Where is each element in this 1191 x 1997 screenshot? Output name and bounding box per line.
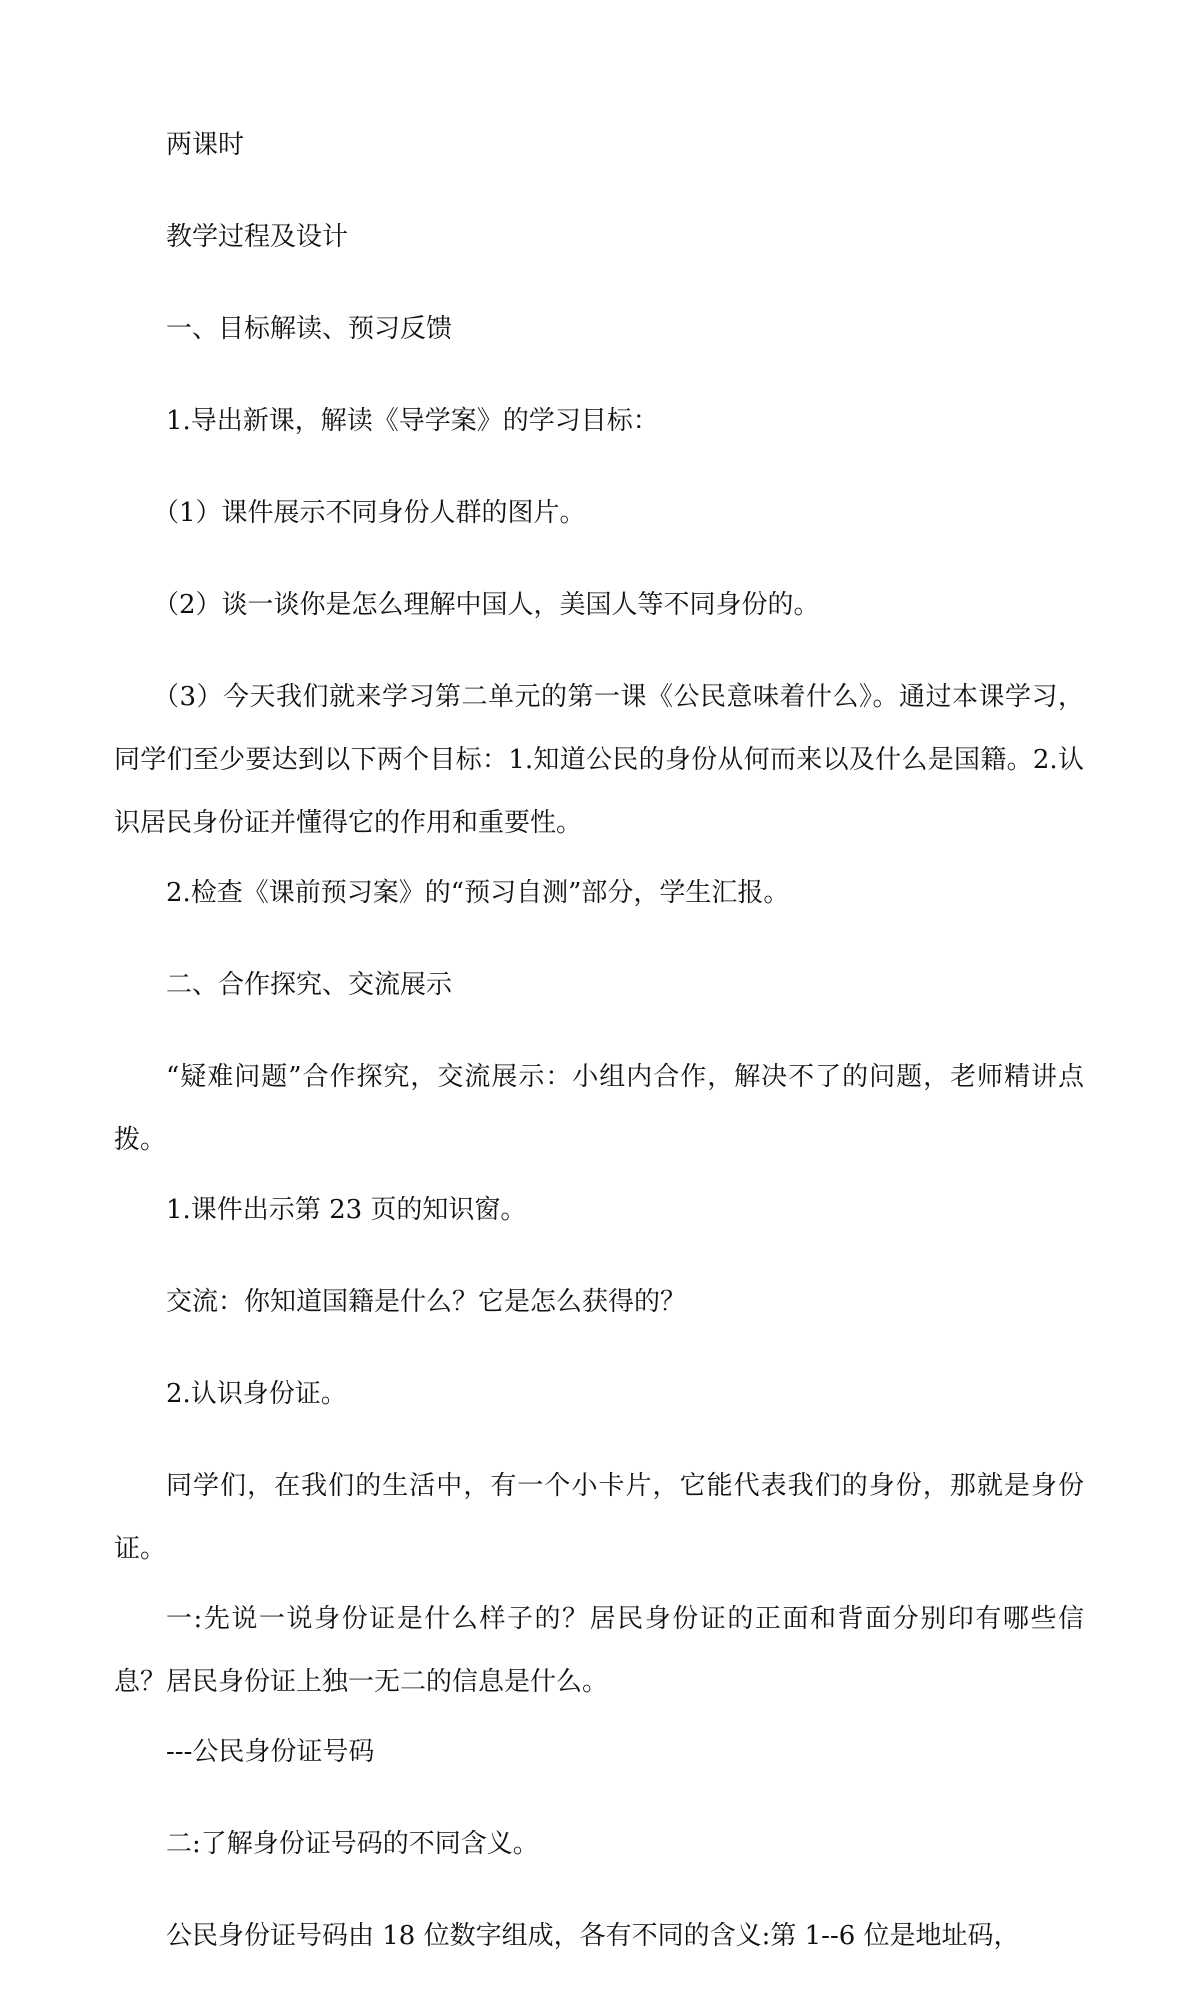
paragraph-difficult-questions: “疑难问题”合作探究，交流展示：小组内合作，解决不了的问题，老师精讲点拨。: [114, 1062, 1084, 1155]
paragraph-id-card-intro: 同学们，在我们的生活中，有一个小卡片，它能代表我们的身份，那就是身份证。: [114, 1471, 1084, 1564]
paragraph-id-number-meaning: 二:了解身份证号码的不同含义。: [166, 1829, 539, 1859]
paragraph-lesson-hours: 两课时: [166, 130, 245, 160]
paragraph-knowledge-window: 1.课件出示第 23 页的知识窗。: [166, 1195, 527, 1225]
paragraph-id-number-label: ---公民身份证号码: [166, 1737, 375, 1767]
section-heading-goals: 一、目标解读、预习反馈: [166, 314, 453, 344]
paragraph-item-1: （1）课件展示不同身份人群的图片。: [153, 498, 586, 528]
paragraph-check-preview: 2.检查《课前预习案》的“预习自测”部分，学生汇报。: [166, 878, 790, 908]
paragraph-id-number-digits: 公民身份证号码由 18 位数字组成，各有不同的含义:第 1--6 位是地址码，: [166, 1921, 1020, 1951]
paragraph-intro-lesson: 1.导出新课，解读《导学案》的学习目标：: [166, 406, 659, 436]
paragraph-teaching-process-title: 教学过程及设计: [166, 222, 349, 252]
paragraph-item-2: （2）谈一谈你是怎么理解中国人，美国人等不同身份的。: [153, 590, 820, 620]
paragraph-item-3: （3）今天我们就来学习第二单元的第一课《公民意味着什么》。通过本课学习，同学们至少要达到以下两个目标：1.知道公民的身份从何而来以及什么是国籍。2.认识居民身份证并懂得它的作用和重要性。: [114, 682, 1084, 838]
paragraph-id-card: 2.认识身份证。: [166, 1379, 347, 1409]
section-heading-cooperation: 二、合作探究、交流展示: [166, 970, 453, 1000]
document-body: [114, 114, 1084, 1997]
paragraph-nationality-question: 交流：你知道国籍是什么？它是怎么获得的？: [166, 1287, 687, 1317]
paragraph-id-card-appearance: 一:先说一说身份证是什么样子的？居民身份证的正面和背面分别印有哪些信息？居民身份证上独一无二的信息是什么。: [114, 1604, 1084, 1697]
